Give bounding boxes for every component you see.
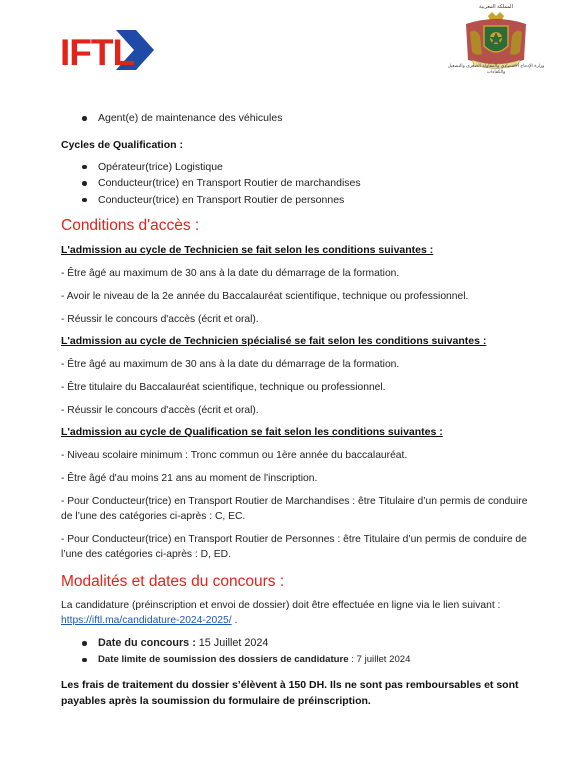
condition-line: - Être âgé au maximum de 30 ans à la date du démarrage de la formation.	[61, 359, 400, 370]
emblem-ministry-caption: وزارة الإدماج الاقتصادي والمقاولة الصغرى والتشغيل والكفاءات	[447, 64, 545, 75]
condition-line: - Réussir le concours d'accès (écrit et oral).	[61, 314, 259, 325]
list-item: Agent(e) de maintenance des véhicules	[61, 110, 531, 127]
date-limite-label: Date limite de soumission des dossiers de candidature	[98, 653, 349, 665]
emblem-arabic-title: المملكة المغربية	[479, 4, 513, 10]
logo-wordmark: IFTL	[60, 32, 135, 73]
date-limite-item	[61, 652, 531, 669]
date-concours-item	[61, 635, 531, 652]
modalites-section-title: Modalités et dates du concours :	[61, 573, 285, 590]
condition-line: - Pour Conducteur(trice) en Transport Routier de Marchandises : être Titulaire d’un permis de conduire de l’une des catégories ci-après : C, EC.	[61, 496, 528, 522]
kingdom-emblem	[446, 4, 546, 100]
date-limite-value: : 7 juillet 2024	[348, 653, 411, 665]
condition-line: - Niveau scolaire minimum : Tronc commun ou 1ère année du baccalauréat.	[61, 450, 408, 461]
specialise-conditions-heading: L'admission au cycle de Technicien spécialisé se fait selon les conditions suivantes :	[61, 335, 487, 347]
condition-line: - Réussir le concours d'accès (écrit et oral).	[61, 405, 259, 416]
list-item: Conducteur(trice) en Transport Routier de personnes	[61, 192, 531, 209]
coat-of-arms-icon	[446, 10, 546, 70]
condition-line: - Pour Conducteur(trice) en Transport Routier de Personnes : être Titulaire d’un permis de conduire de l’une des catégories ci-après : D, ED.	[61, 534, 527, 560]
main-content	[61, 110, 531, 709]
qualification-conditions-heading: L'admission au cycle de Qualification se fait selon les conditions suivantes :	[61, 426, 443, 438]
condition-line: - Être titulaire du Baccalauréat scientifique, technique ou professionnel.	[61, 382, 386, 393]
qualification-cycles-heading: Cycles de Qualification :	[61, 138, 183, 151]
list-item: Conducteur(trice) en Transport Routier de marchandises	[61, 175, 531, 192]
candidature-link[interactable]: https://iftl.ma/candidature-2024-2025/	[61, 615, 232, 626]
list-item: Opérateur(trice) Logistique	[61, 159, 531, 176]
candidature-text: La candidature (préinscription et envoi de dossier) doit être effectuée en ligne via le lien suivant :	[61, 600, 501, 611]
intro-bullet-list	[61, 110, 531, 127]
technicien-conditions-heading: L'admission au cycle de Technicien se fait selon les conditions suivantes :	[61, 244, 434, 256]
date-concours-label: Date du concours :	[98, 637, 196, 649]
dates-list	[61, 635, 531, 668]
conditions-section-title: Conditions d'accès :	[61, 217, 200, 234]
condition-line: - Avoir le niveau de la 2e année du Baccalauréat scientifique, technique ou professionnel.	[61, 291, 469, 302]
candidature-text-end: .	[231, 615, 238, 626]
fees-note: Les frais de traitement du dossier s’élèvent à 150 DH. Ils ne sont pas remboursables et sont payables après la soumission du formulaire de préinscription.	[61, 679, 519, 707]
condition-line: - Être âgé au maximum de 30 ans à la date du démarrage de la formation.	[61, 268, 400, 279]
iftl-logo	[60, 22, 156, 76]
qualification-cycles-list	[61, 159, 531, 209]
date-concours-value: 15 Juillet 2024	[195, 637, 269, 649]
condition-line: - Être âgé d'au moins 21 ans au moment de l'inscription.	[61, 473, 318, 484]
candidature-paragraph	[61, 598, 531, 628]
